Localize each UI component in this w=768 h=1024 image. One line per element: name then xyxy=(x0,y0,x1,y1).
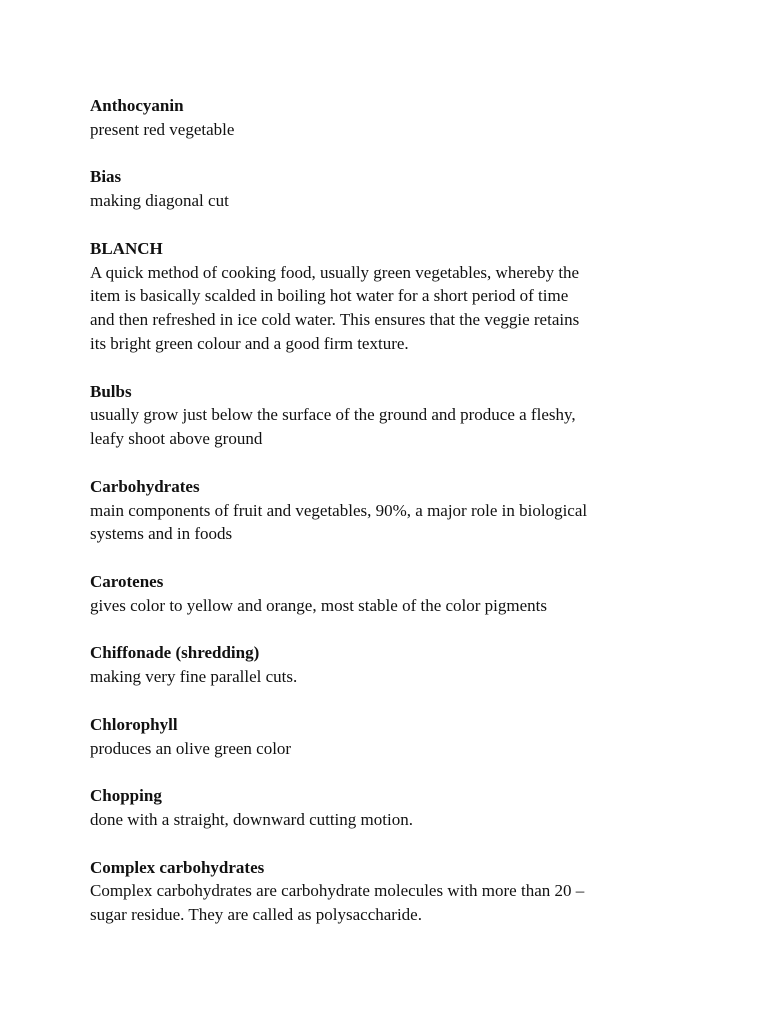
glossary-entry-chiffonade xyxy=(90,641,690,689)
glossary-entry-blanch xyxy=(90,237,690,356)
glossary-definition: A quick method of cooking food, usually green vegetables, whereby the item is basically scalded in boiling hot water for a short period of time and then refreshed in ice cold water. This ensures that the veggie retains its bright green colour and a good firm texture. xyxy=(90,262,580,353)
glossary-term: Carbohydrates xyxy=(90,476,200,496)
glossary-entry-chlorophyll xyxy=(90,713,690,761)
glossary-entry-anthocyanin xyxy=(90,94,690,142)
glossary-term: Chiffonade (shredding) xyxy=(90,643,260,663)
glossary-term: BLANCH xyxy=(90,238,163,258)
glossary-definition: produces an olive green color xyxy=(90,738,292,758)
glossary-definition: making diagonal cut xyxy=(90,191,229,211)
glossary-entry-chopping xyxy=(90,784,690,832)
glossary-term: Bias xyxy=(90,167,122,187)
glossary-definition: usually grow just below the surface of the ground and produce a fleshy, leafy shoot above ground xyxy=(90,405,576,449)
glossary-definition: gives color to yellow and orange, most stable of the color pigments xyxy=(90,595,548,615)
glossary-term: Complex carbohydrates xyxy=(90,857,265,877)
glossary-entry-carotenes xyxy=(90,570,690,618)
document-page xyxy=(90,94,690,951)
glossary-definition: main components of fruit and vegetables, 90%, a major role in biological systems and in foods xyxy=(90,500,588,544)
glossary-term: Chlorophyll xyxy=(90,714,178,734)
glossary-term: Bulbs xyxy=(90,381,132,401)
glossary-definition: done with a straight, downward cutting motion. xyxy=(90,809,413,829)
glossary-entry-bulbs xyxy=(90,380,690,451)
glossary-definition: Complex carbohydrates are carbohydrate molecules with more than 20 – sugar residue. They are called as polysaccharide. xyxy=(90,881,585,925)
glossary-definition: making very fine parallel cuts. xyxy=(90,667,298,687)
glossary-entry-complex-carbohydrates xyxy=(90,856,690,927)
glossary-entry-bias xyxy=(90,165,690,213)
glossary-term: Chopping xyxy=(90,786,162,806)
glossary-term: Carotenes xyxy=(90,571,164,591)
glossary-definition: present red vegetable xyxy=(90,119,235,139)
glossary-term: Anthocyanin xyxy=(90,96,184,115)
glossary-entry-carbohydrates xyxy=(90,475,690,546)
